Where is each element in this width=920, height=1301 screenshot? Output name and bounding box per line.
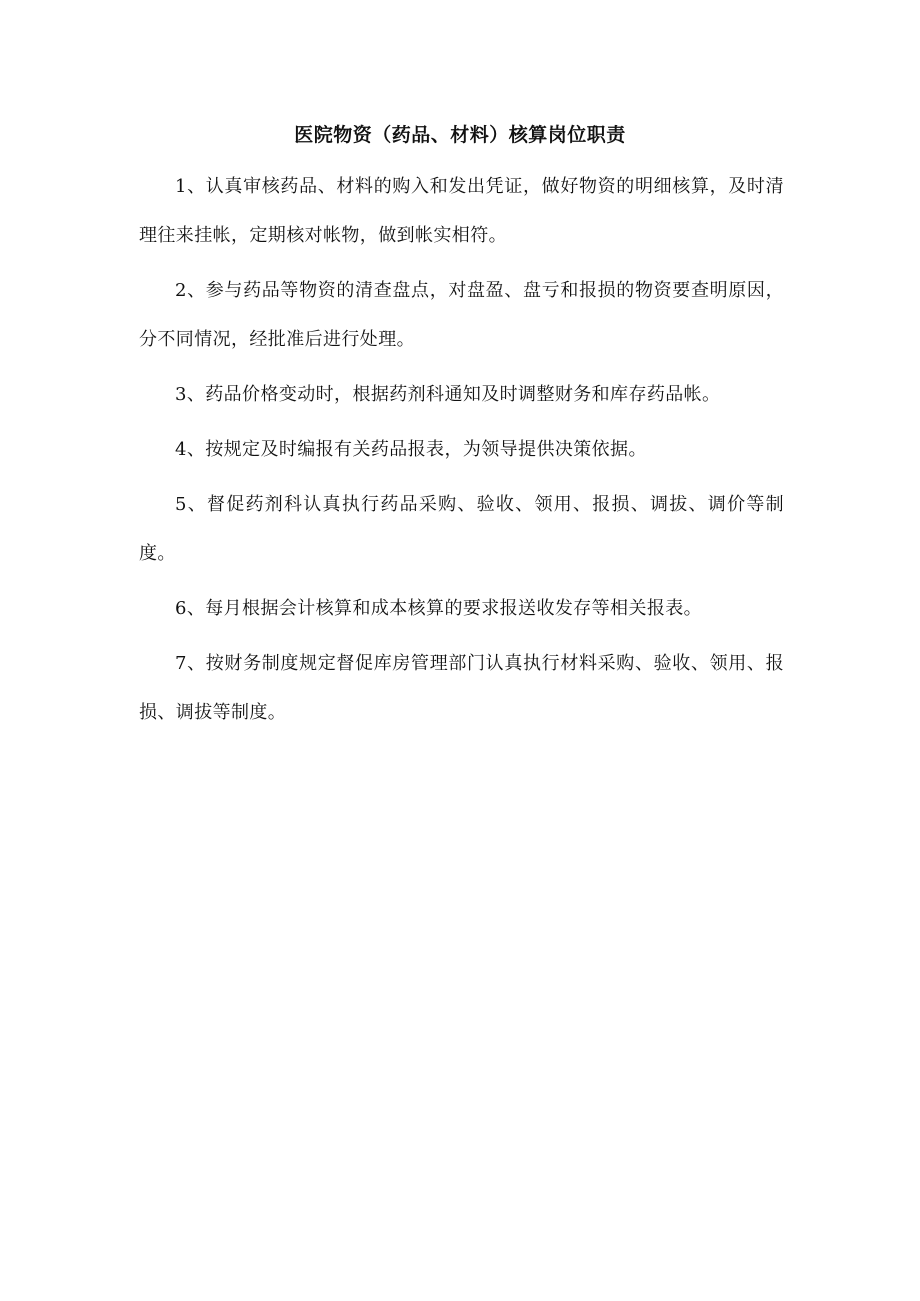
document-body — [139, 162, 784, 743]
paragraph-2: 2、参与药品等物资的清查盘点，对盘盈、盘亏和报损的物资要查明原因，分不同情况，经批准后进行处理。 — [139, 280, 784, 350]
paragraph-7: 7、按财务制度规定督促库房管理部门认真执行材料采购、验收、领用、报损、调拔等制度。 — [139, 653, 784, 723]
paragraph-1: 1、认真审核药品、材料的购入和发出凭证，做好物资的明细核算，及时清理往来挂帐，定期核对帐物，做到帐实相符。 — [139, 176, 784, 246]
paragraph-4: 4、按规定及时编报有关药品报表，为领导提供决策依据。 — [175, 439, 647, 460]
paragraph-5: 5、督促药剂科认真执行药品采购、验收、领用、报损、调拔、调价等制度。 — [139, 494, 784, 564]
paragraph-6: 6、每月根据会计核算和成本核算的要求报送收发存等相关报表。 — [175, 598, 703, 619]
paragraph-3: 3、药品价格变动时，根据药剂科通知及时调整财务和库存药品帐。 — [175, 384, 721, 405]
document-title: 医院物资（药品、材料）核算岗位职责 — [294, 124, 626, 146]
